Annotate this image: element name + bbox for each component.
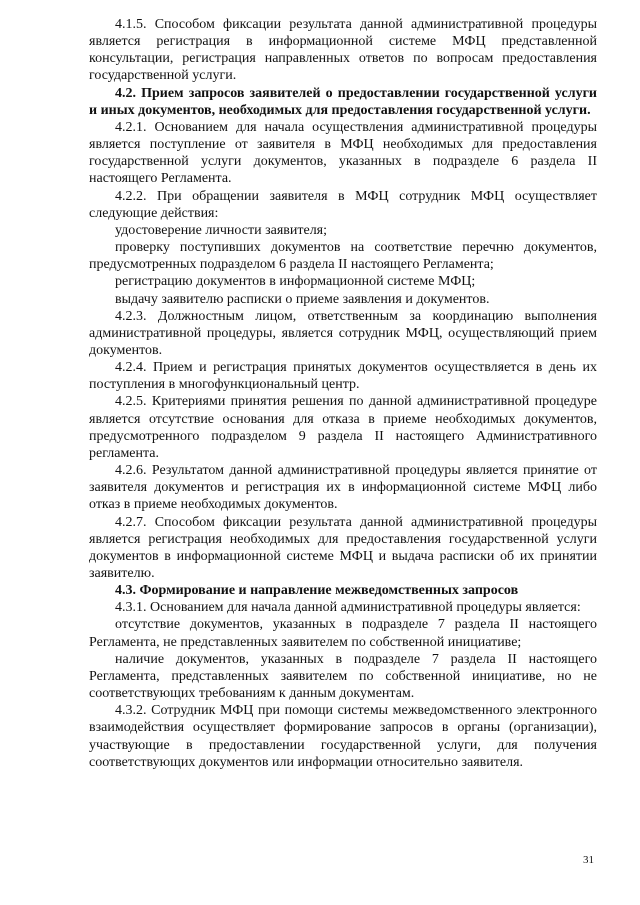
paragraph: 4.3.2. Сотрудник МФЦ при помощи системы межведомственного электронного взаимодействия осуществляет формирование запросов в органы (организации), участвующие в предоставлении государственной услуги, для получения соответствующих документов или информации относительно заявителя. (89, 703, 597, 770)
document-body (89, 16, 597, 771)
paragraph: отсутствие документов, указанных в подразделе 7 раздела II настоящего Регламента, не представленных заявителем по собственной инициативе; (89, 617, 597, 650)
paragraph: регистрацию документов в информационной системе МФЦ; (115, 274, 476, 290)
paragraph: 4.3.1. Основанием для начала данной административной процедуры является: (115, 600, 581, 616)
paragraph: 4.2.2. При обращении заявителя в МФЦ сотрудник МФЦ осуществляет следующие действия: (89, 188, 597, 221)
paragraph: 4.1.5. Способом фиксации результата данной административной процедуры является регистрация в информационной системе МФЦ представленной консультации, регистрация направленных ответов по вопросам предоставления государственной услуги. (89, 17, 597, 84)
page-number: 31 (583, 854, 594, 866)
paragraph: 4.2.5. Критериями принятия решения по данной административной процедуре является отсутствие основания для отказа в приеме необходимых документов, предусмотренного подразделом 9 раздела II настоящего Административного регламента. (89, 394, 597, 461)
paragraph: 4.2.7. Способом фиксации результата данной административной процедуры является регистрация необходимых для предоставления государственной услуги документов в информационной системе МФЦ и выдача расписки об их принятии заявителю. (89, 514, 597, 581)
paragraph: наличие документов, указанных в подразделе 7 раздела II настоящего Регламента, представленных заявителем по собственной инициативе, но не соответствующих требованиям к данным документам. (89, 651, 597, 702)
section-heading: 4.2. Прием запросов заявителей о предоставлении государственной услуги и иных документов, необходимых для предоставления государственной услуги. (89, 85, 597, 118)
paragraph: 4.2.1. Основанием для начала осуществления административной процедуры является поступление от заявителя в МФЦ необходимых для предоставления государственной услуги документов, указанных в подразделе 6 раздела II настоящего Регламента. (89, 119, 597, 187)
section-heading: 4.3. Формирование и направление межведомственных запросов (115, 583, 519, 599)
paragraph: 4.2.3. Должностным лицом, ответственным за координацию выполнения административной процедуры, является сотрудник МФЦ, осуществляющий прием документов. (89, 308, 597, 358)
paragraph: 4.2.6. Результатом данной административной процедуры является принятие от заявителя документов и регистрация их в информационной системе МФЦ либо отказ в приеме необходимых документов. (89, 463, 597, 513)
paragraph: 4.2.4. Прием и регистрация принятых документов осуществляется в день их поступления в многофункциональный центр. (89, 360, 597, 393)
paragraph: проверку поступивших документов на соответствие перечню документов, предусмотренных подразделом 6 раздела II настоящего Регламента; (89, 240, 597, 273)
paragraph: выдачу заявителю расписки о приеме заявления и документов. (115, 291, 490, 307)
paragraph: удостоверение личности заявителя; (115, 222, 328, 238)
